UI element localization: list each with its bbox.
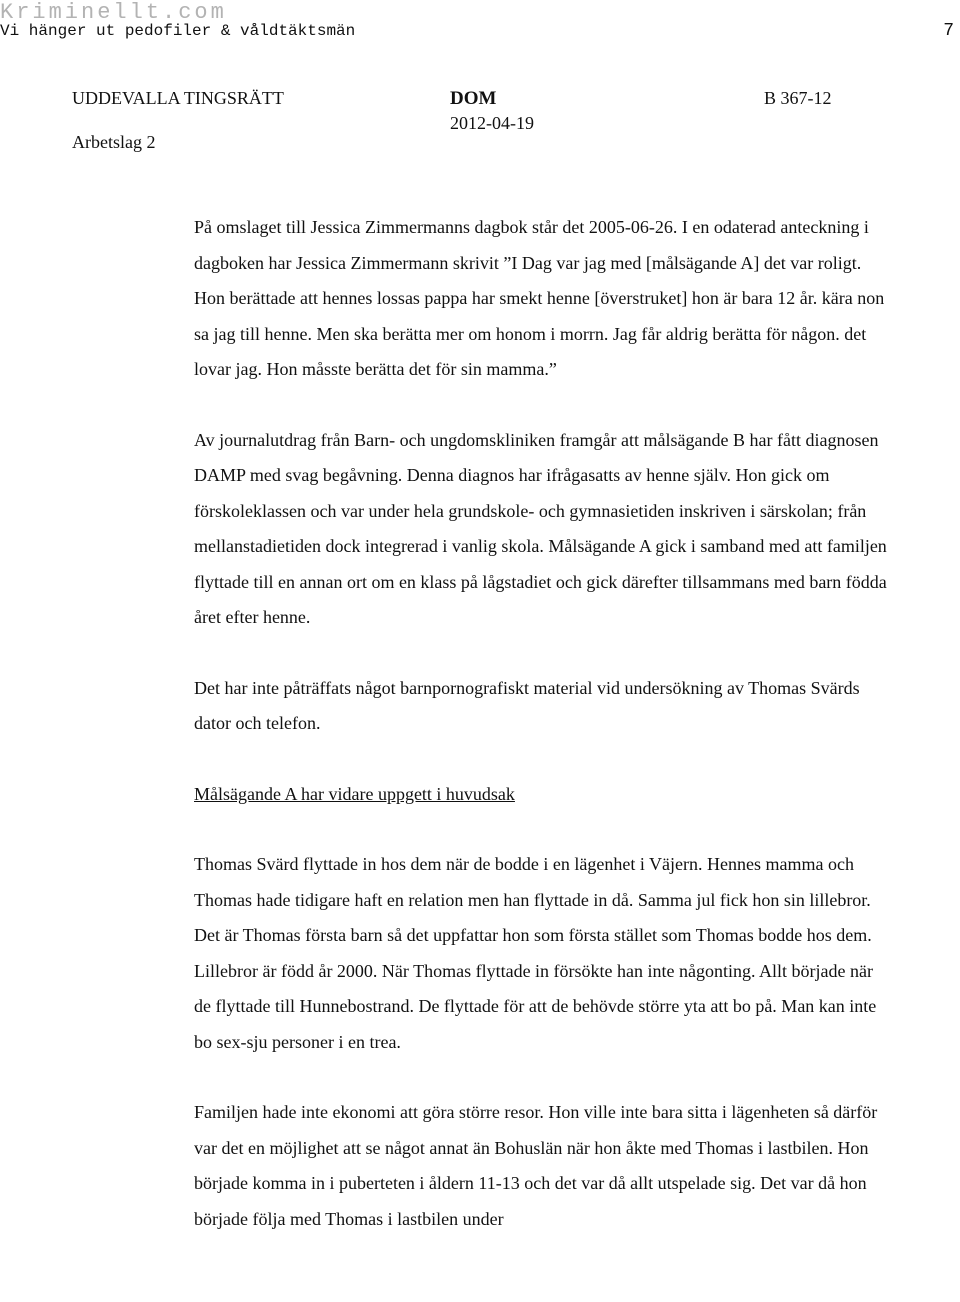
document-date: 2012-04-19 xyxy=(450,113,534,133)
paragraph-testimony-1: Thomas Svärd flyttade in hos dem när de bodde i en lägenhet i Väjern. Hennes mamma och Thomas hade tidigare haft en relation men han flyttade in då. Samma jul fick hon sin lillebror. Det är Thomas första barn så det uppfattar hon som första stället som Thomas bodde hos dem. Lillebror är född år 2000. När Thomas flyttade in försökte han inte någonting. Allt började när de flyttade till Hunnebostrand. De flyttade för att de behövde större yta att bo på. Man kan inte bo sex-sju personer i en trea. xyxy=(194,854,877,1052)
paragraph-testimony-2: Familjen hade inte ekonomi att göra större resor. Hon ville inte bara sitta i lägenheten så därför var det en möjlighet att se något annat än Bohuslän när hon åkte med Thomas i lastbilen. Hon började komma in i puberteten i åldern 11-13 och det var då allt utspelade sig. Det var då hon började följa med Thomas i lastbilen under xyxy=(194,1102,878,1229)
document-type: DOM xyxy=(450,88,497,109)
document-header xyxy=(72,88,852,158)
work-team: Arbetslag 2 xyxy=(72,132,156,152)
court-name: UDDEVALLA TINGSRÄTT xyxy=(72,88,284,108)
paragraph-computer-search: Det har inte påträffats något barnpornografiskt material vid undersökning av Thomas Svärds dator och telefon. xyxy=(194,677,860,733)
paragraph-diary: På omslaget till Jessica Zimmermanns dagbok står det 2005-06-26. I en odaterad anteckning i dagboken har Jessica Zimmermann skrivit ”I Dag var jag med [målsägande A] det var roligt. Hon berättade att hennes lossas pappa har smekt henne [överstruket] hon är bara 12 år. kära non sa jag till henne. Men ska berätta mer om honom i morrn. Jag får aldrig berätta för någon. det lovar jag. Hon måsste berätta det för sin mamma.” xyxy=(194,217,885,379)
page-number: 7 xyxy=(943,21,954,41)
site-name: Kriminellt.com xyxy=(0,0,227,25)
case-number: B 367-12 xyxy=(764,88,832,108)
document-body xyxy=(194,210,894,1272)
site-subtitle: Vi hänger ut pedofiler & våldtäktsmän xyxy=(0,22,356,40)
paragraph-journal: Av journalutdrag från Barn- och ungdomskliniken framgår att målsägande B har fått diagnosen DAMP med svag begåvning. Denna diagnos har ifrågasatts av henne själv. Hon gick om förskoleklassen och var under hela grundskole- och gymnasietiden inskriven i särskolan; från mellanstadietiden dock integrerad i vanlig skola. Målsägande A gick i samband med att familjen flyttade till en annan ort om en klass på lågstadiet och gick därefter tillsammans med barn födda året efter henne. xyxy=(194,429,887,627)
section-heading: Målsägande A har vidare uppgett i huvudsak xyxy=(194,783,515,804)
